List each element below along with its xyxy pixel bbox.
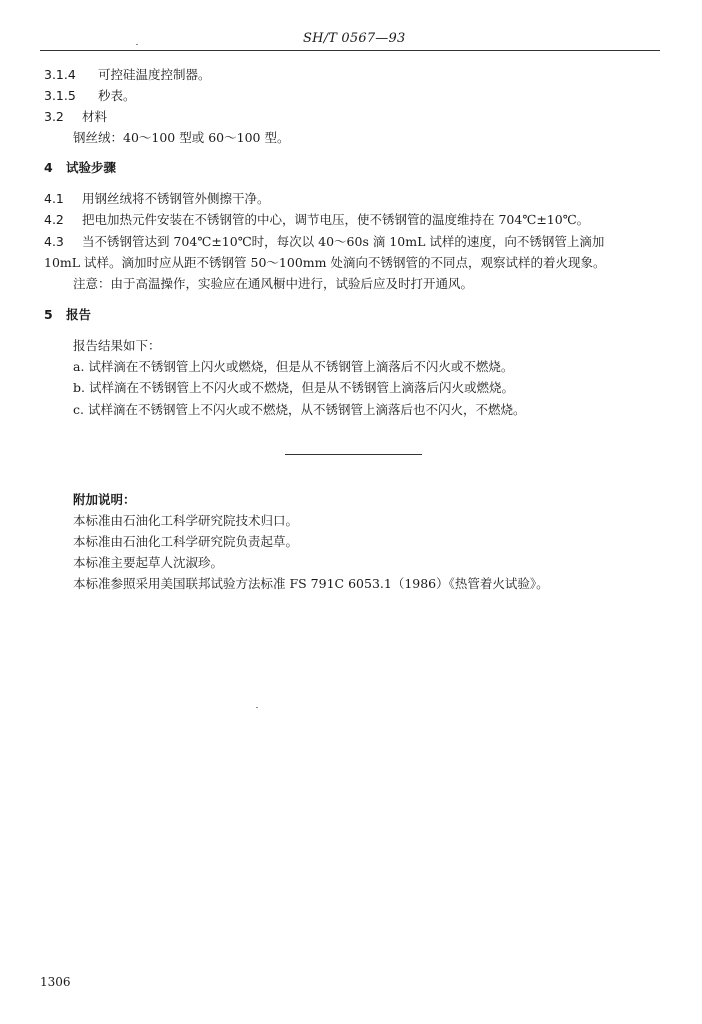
section-4-2 bbox=[44, 212, 589, 228]
section-title: 报告 bbox=[66, 307, 92, 322]
appendix-line: 本标准参照采用美国联邦试验方法标准 FS 791C 6053.1（1986）《热管着火试验》。 bbox=[73, 576, 549, 591]
report-item-a: a. 试样滴在不锈钢管上闪火或燃烧，但是从不锈钢管上滴落后不闪火或不燃烧。 bbox=[73, 359, 514, 374]
section-text: 把电加热元件安装在不锈钢管的中心，调节电压，使不锈钢管的温度维持在 704℃±10℃。 bbox=[82, 212, 590, 227]
section-5-heading bbox=[44, 307, 91, 323]
section-text: 用钢丝绒将不锈钢管外侧擦干净。 bbox=[82, 191, 270, 206]
section-4-3 bbox=[44, 234, 604, 250]
section-3-1-5 bbox=[44, 88, 136, 104]
section-title: 试验步骤 bbox=[66, 160, 117, 175]
section-text: 秒表。 bbox=[98, 88, 136, 103]
section-number: 5 bbox=[44, 307, 53, 322]
report-item-b: b. 试样滴在不锈钢管上不闪火或不燃烧，但是从不锈钢管上滴落后闪火或燃烧。 bbox=[73, 380, 514, 395]
header-rule bbox=[40, 50, 660, 51]
appendix-title: 附加说明： bbox=[73, 492, 136, 507]
scan-speck bbox=[256, 707, 258, 708]
header-standard-code: SH/T 0567—93 bbox=[303, 31, 406, 46]
report-item-c: c. 试样滴在不锈钢管上不闪火或不燃烧，从不锈钢管上滴落后也不闪火，不燃烧。 bbox=[73, 402, 526, 417]
section-number: 3.2 bbox=[44, 109, 64, 124]
section-text: 当不锈钢管达到 704℃±10℃时，每次以 40～60s 滴 10mL 试样的速度，向不锈钢管上滴加 bbox=[82, 234, 605, 249]
section-3-1-4 bbox=[44, 67, 211, 83]
section-text: 材料 bbox=[82, 109, 108, 124]
section-number: 4.3 bbox=[44, 234, 64, 249]
page-number: 1306 bbox=[40, 975, 71, 989]
section-3-2 bbox=[44, 109, 107, 125]
section-4-3-continued: 10mL 试样。滴加时应从距不锈钢管 50～100mm 处滴向不锈钢管的不同点，观察试样的着火现象。 bbox=[44, 255, 606, 270]
section-4-1 bbox=[44, 191, 270, 207]
caution-note: 注意：由于高温操作，实验应在通风橱中进行，试验后应及时打开通风。 bbox=[73, 276, 474, 291]
appendix-line: 本标准主要起草人沈淑珍。 bbox=[73, 555, 224, 570]
end-separator bbox=[285, 454, 422, 455]
section-number: 4 bbox=[44, 160, 53, 175]
appendix-line: 本标准由石油化工科学研究院负责起草。 bbox=[73, 534, 299, 549]
section-number: 4.2 bbox=[44, 212, 64, 227]
section-number: 3.1.5 bbox=[44, 88, 76, 103]
appendix-line: 本标准由石油化工科学研究院技术归口。 bbox=[73, 513, 299, 528]
report-intro: 报告结果如下： bbox=[73, 338, 161, 353]
section-number: 4.1 bbox=[44, 191, 64, 206]
material-text: 钢丝绒：40～100 型或 60～100 型。 bbox=[73, 130, 290, 145]
section-4-heading bbox=[44, 160, 116, 176]
section-text: 可控硅温度控制器。 bbox=[98, 67, 211, 82]
scan-speck bbox=[136, 44, 138, 45]
section-number: 3.1.4 bbox=[44, 67, 76, 82]
